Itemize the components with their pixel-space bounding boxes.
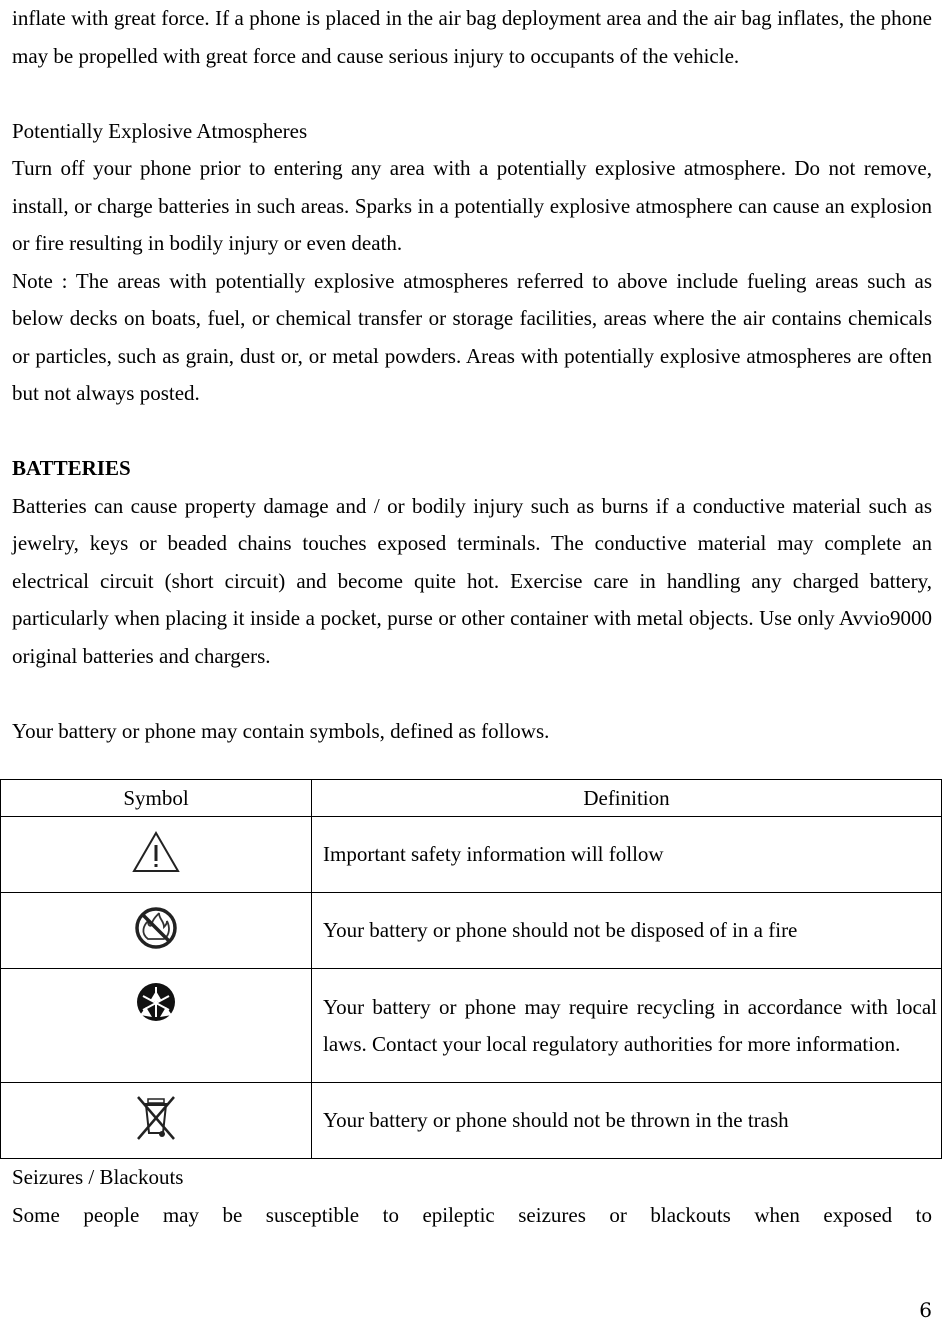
definition-cell: Your battery or phone should not be disposed of in a fire	[312, 893, 942, 969]
symbol-table	[0, 779, 942, 1159]
batteries-heading: BATTERIES	[12, 456, 131, 480]
explosive-heading: Potentially Explosive Atmospheres	[12, 118, 308, 143]
recycle-icon	[126, 977, 186, 1027]
table-row	[1, 1083, 942, 1159]
seizures-heading: Seizures / Blackouts	[12, 1165, 184, 1189]
crossed-out-bin-icon	[126, 1093, 186, 1143]
batteries-body: Batteries can cause property damage and / or bodily injury such as burns if a conductive material such as jewelry, keys or beaded chains touches exposed terminals. The conductive material may complete an electrical circuit (short circuit) and become quite hot. Exercise care in handling any charged battery, particularly when placing it inside a pocket, purse or other container with metal objects. Use only Avvio9000 original batteries and chargers.	[12, 493, 932, 668]
header-definition: Definition	[312, 780, 942, 817]
table-row	[1, 893, 942, 969]
explosive-note: Note : The areas with potentially explosive atmospheres referred to above include fueling areas such as below decks on boats, fuel, or chemical transfer or storage facilities, areas where the air contains chemicals or particles, such as grain, dust or, or metal powders. Areas with potentially explosive atmospheres are often but not always posted.	[12, 268, 932, 405]
definition-cell: Important safety information will follow	[312, 817, 942, 893]
header-symbol: Symbol	[1, 780, 312, 817]
definition-cell: Your battery or phone may require recycling in accordance with local laws. Contact your local regulatory authorities for more information.	[312, 969, 942, 1083]
table-row	[1, 969, 942, 1083]
no-fire-icon	[126, 903, 186, 953]
document-page	[12, 0, 932, 750]
symbols-intro: Your battery or phone may contain symbols, defined as follows.	[12, 718, 550, 743]
table-header-row	[1, 780, 942, 817]
definition-cell: Your battery or phone should not be thrown in the trash	[312, 1083, 942, 1159]
seizures-body: Some people may be susceptible to epileptic seizures or blackouts when exposed to	[12, 1202, 932, 1227]
warning-triangle-icon	[126, 827, 186, 877]
table-row	[1, 817, 942, 893]
airbag-paragraph: inflate with great force. If a phone is placed in the air bag deployment area and the air bag inflates, the phone may be propelled with great force and cause serious injury to occupants of the vehicle.	[12, 6, 932, 68]
explosive-body: Turn off your phone prior to entering any area with a potentially explosive atmosphere. Do not remove, install, or charge batteries in such areas. Sparks in a potentially explosive atmosphere can cause an explosion or fire resulting in bodily injury or even death.	[12, 156, 932, 255]
page-number: 6	[919, 1298, 932, 1322]
